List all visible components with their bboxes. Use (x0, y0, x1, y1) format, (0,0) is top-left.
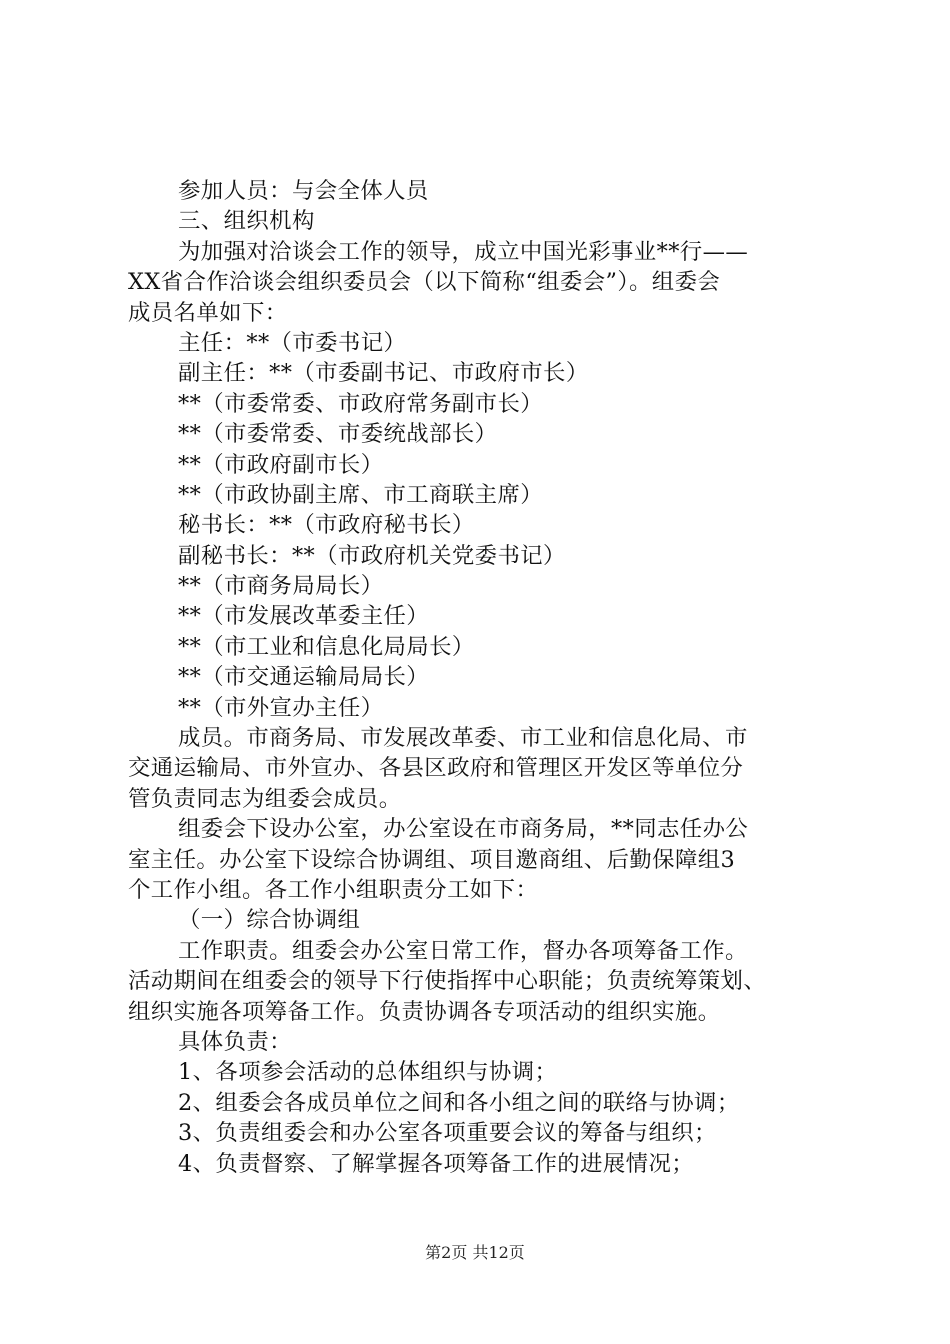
member-line: **（市交通运输局局长） (178, 664, 430, 691)
member-line: **（市委常委、市委统战部长） (178, 421, 498, 448)
member-line: **（市政协副主席、市工商联主席） (178, 481, 544, 508)
text-line: 成员名单如下： (128, 299, 288, 326)
member-line: **（市工业和信息化局局长） (178, 633, 475, 660)
section-heading: 三、组织机构 (178, 208, 315, 235)
member-line: **（市发展改革委主任） (178, 603, 430, 630)
text-line: 管负责同志为组委会成员。 (128, 785, 402, 812)
text-line: 个工作小组。各工作小组职责分工如下： (128, 876, 539, 903)
list-item: 4、负责督察、了解掌握各项筹备工作的进展情况； (178, 1150, 695, 1177)
page-number: 第2页 共12页 (425, 1243, 525, 1262)
list-item: 2、组委会各成员单位之间和各小组之间的联络与协调； (178, 1089, 740, 1116)
text-line: 为加强对洽谈会工作的领导，成立中国光彩事业**行—— (178, 238, 749, 265)
text-line: 参加人员：与会全体人员 (178, 178, 429, 204)
text-line: 组委会下设办公室，办公室设在市商务局，**同志任办公 (178, 816, 749, 843)
member-line: **（市委常委、市政府常务副市长） (178, 390, 544, 417)
member-line: **（市外宣办主任） (178, 694, 384, 721)
subsection-heading: （一）综合协调组 (178, 907, 361, 934)
member-line: 秘书长：**（市政府秘书长） (178, 512, 475, 539)
member-line: 副秘书长：**（市政府机关党委书记） (178, 542, 566, 569)
member-line: **（市政府副市长） (178, 451, 384, 478)
text-line: 活动期间在组委会的领导下行使指挥中心职能；负责统筹策划、 (128, 968, 767, 995)
text-line: 成员。市商务局、市发展改革委、市工业和信息化局、市 (178, 725, 748, 752)
member-line: 副主任：**（市委副书记、市政府市长） (178, 360, 589, 387)
text-line: 交通运输局、市外宣办、各县区政府和管理区开发区等单位分 (128, 755, 744, 782)
text-line: 组织实施各项筹备工作。负责协调各专项活动的组织实施。 (128, 998, 721, 1025)
list-item: 3、负责组委会和办公室各项重要会议的筹备与组织； (178, 1120, 717, 1147)
document-body (128, 176, 833, 1179)
text-line: XX省合作洽谈会组织委员会（以下简称“组委会”）。组委会 (128, 269, 721, 296)
text-line: 具体负责： (178, 1028, 292, 1055)
member-line: **（市商务局局长） (178, 573, 384, 600)
member-line: 主任：**（市委书记） (178, 329, 407, 356)
list-item: 1、各项参会活动的总体组织与协调； (178, 1059, 558, 1086)
text-line: 工作职责。组委会办公室日常工作，督办各项筹备工作。 (178, 937, 748, 964)
text-line: 室主任。办公室下设综合协调组、项目邀商组、后勤保障组3 (128, 846, 736, 873)
